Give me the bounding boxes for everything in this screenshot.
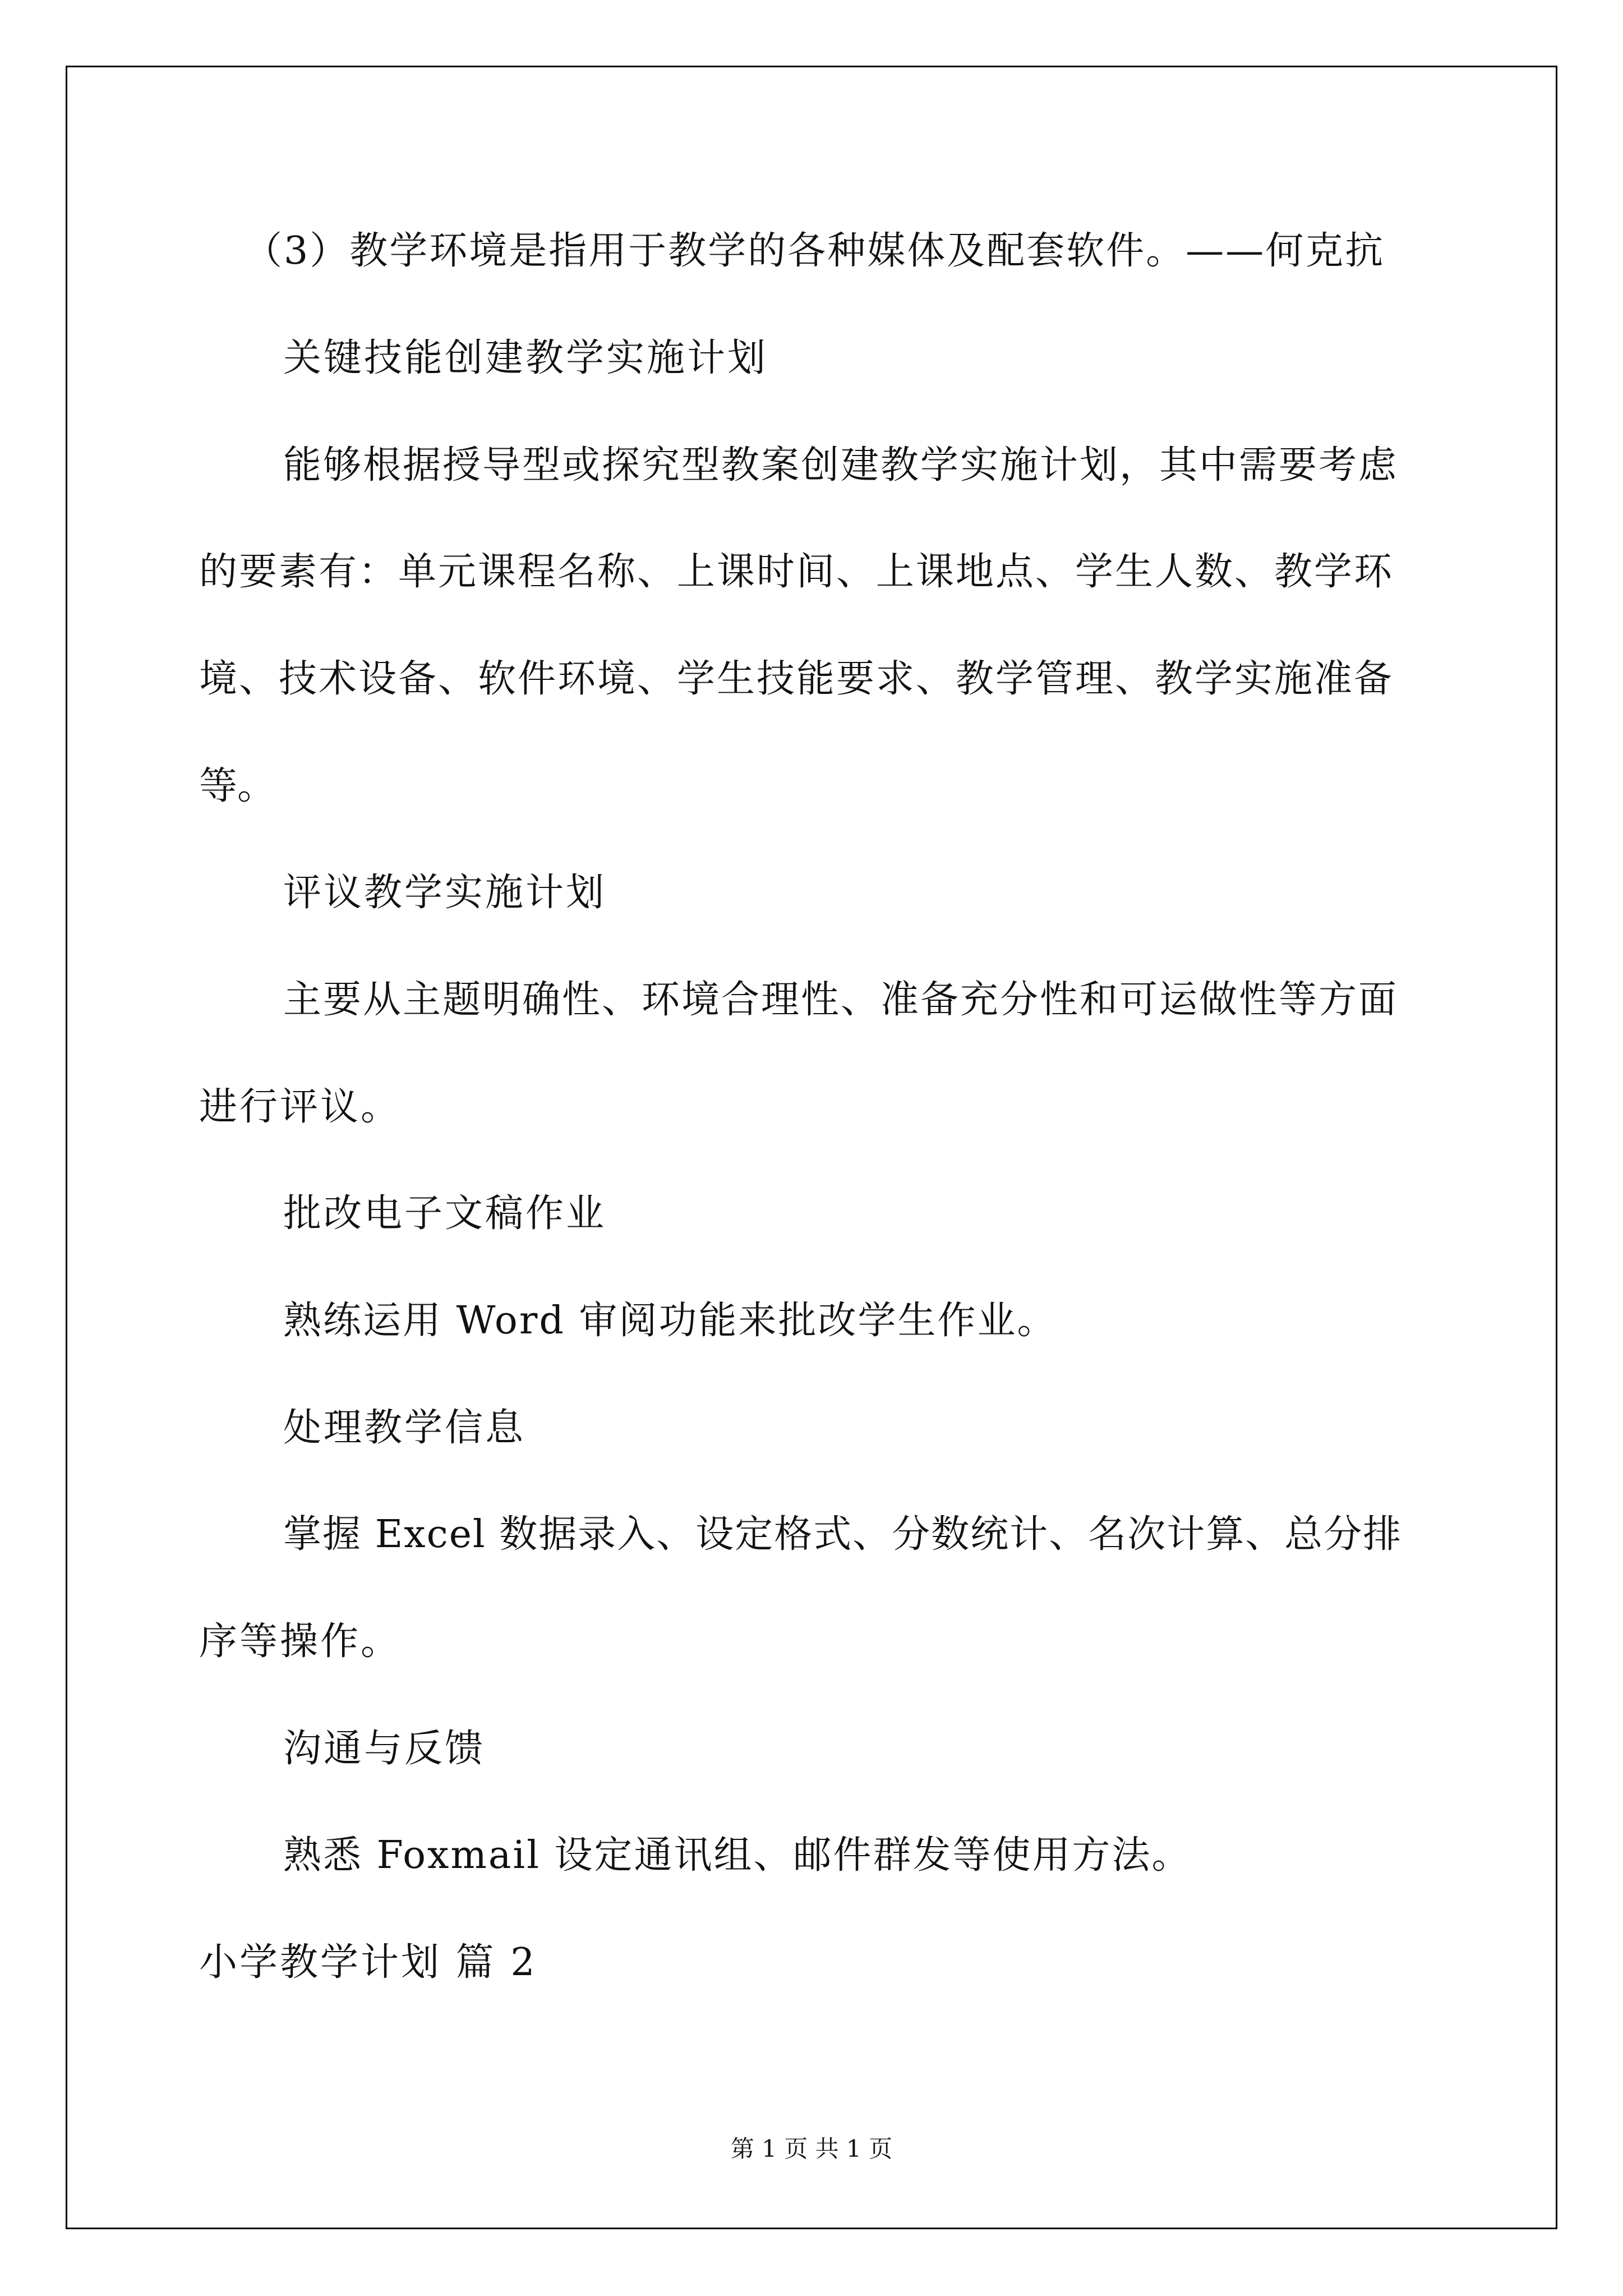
chapter-title: 小学教学计划 篇 2 xyxy=(199,1940,537,1985)
text-line: （3）教学环境是指用于教学的各种媒体及配套软件。——何克抗 xyxy=(244,229,1385,273)
section-heading: 关键技能创建教学实施计划 xyxy=(283,336,768,380)
text-line: 的要素有：单元课程名称、上课时间、上课地点、学生人数、教学环 xyxy=(199,550,1394,594)
text-line: 能够根据授导型或探究型教案创建教学实施计划，其中需要考虑 xyxy=(283,443,1399,487)
text-line: 等。 xyxy=(199,764,276,808)
section-heading: 处理教学信息 xyxy=(283,1406,526,1450)
text-line: 掌握 Excel 数据录入、设定格式、分数统计、名次计算、总分排 xyxy=(283,1512,1403,1557)
text-line: 进行评议。 xyxy=(199,1085,402,1129)
text-line: 主要从主题明确性、环境合理性、准备充分性和可运做性等方面 xyxy=(283,978,1399,1022)
page-border xyxy=(66,66,1557,2229)
page-footer: 第 1 页 共 1 页 xyxy=(730,2135,893,2162)
section-heading: 批改电子文稿作业 xyxy=(283,1191,607,1236)
section-heading: 评议教学实施计划 xyxy=(283,871,607,915)
section-heading: 沟通与反馈 xyxy=(283,1727,486,1771)
text-line: 序等操作。 xyxy=(199,1619,402,1664)
text-line: 熟练运用 Word 审阅功能来批改学生作业。 xyxy=(283,1299,1057,1343)
text-line: 熟悉 Foxmail 设定通讯组、邮件群发等使用方法。 xyxy=(283,1833,1192,1878)
text-line: 境、技术设备、软件环境、学生技能要求、教学管理、教学实施准备 xyxy=(199,657,1394,701)
